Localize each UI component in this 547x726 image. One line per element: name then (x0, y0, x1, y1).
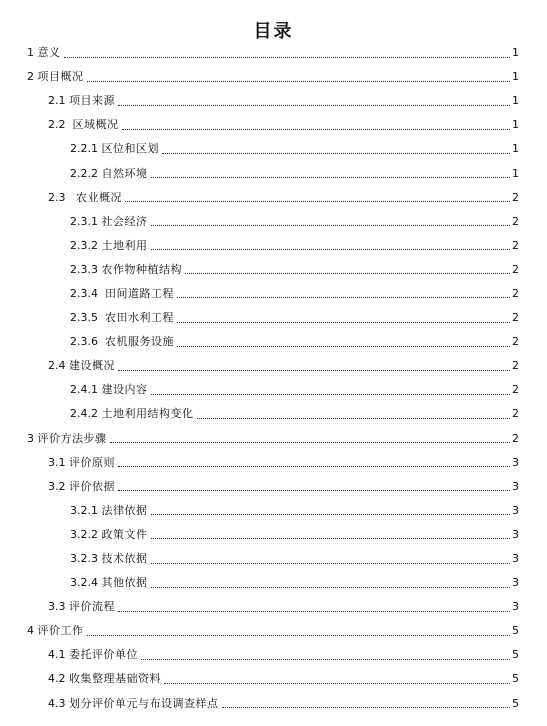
toc-entry[interactable] (0, 258, 547, 282)
toc-entry[interactable] (0, 667, 547, 691)
toc-entry-number: 2.3.5 (70, 311, 98, 325)
toc-dot-leader (177, 297, 510, 298)
toc-entry[interactable] (0, 451, 547, 475)
toc-page-number: 3 (512, 479, 519, 493)
toc-page-number: 2 (512, 383, 519, 397)
toc-dot-leader (110, 442, 511, 443)
toc-page-number: 2 (512, 190, 519, 204)
toc-page-number: 3 (512, 455, 519, 469)
toc-entry[interactable] (0, 137, 547, 161)
toc-entry-label: 划分评价单元与布设调查样点 (69, 696, 219, 710)
toc-page-number: 3 (512, 600, 519, 614)
toc-dot-leader (222, 707, 511, 708)
toc-dot-leader (197, 418, 511, 419)
toc-entry[interactable] (0, 402, 547, 426)
toc-page-number: 5 (512, 672, 519, 686)
toc-entry-label: 社会经济 (101, 214, 148, 228)
toc-entry[interactable] (0, 354, 547, 378)
toc-entry[interactable] (0, 89, 547, 113)
toc-entry[interactable] (0, 378, 547, 402)
toc-entry[interactable] (0, 186, 547, 210)
toc-entry[interactable] (0, 306, 547, 330)
toc-entry-number: 2.3.2 (70, 238, 98, 252)
toc-entry[interactable] (0, 427, 547, 451)
toc-page-number: 2 (512, 286, 519, 300)
toc-entry-number: 4.1 (48, 648, 66, 662)
table-of-contents (0, 41, 547, 716)
toc-page-number: 3 (512, 503, 519, 517)
toc-entry-number: 2.2.2 (70, 166, 98, 180)
toc-page-number: 2 (512, 214, 519, 228)
toc-entry[interactable] (0, 595, 547, 619)
toc-entry-label: 建设内容 (101, 383, 148, 397)
toc-page-number: 2 (512, 359, 519, 373)
toc-entry[interactable] (0, 499, 547, 523)
toc-entry-number: 2.3.4 (70, 286, 98, 300)
toc-entry-number: 4.3 (48, 696, 66, 710)
toc-entry[interactable] (0, 643, 547, 667)
toc-entry-separator (98, 311, 105, 325)
toc-entry-label: 评价依据 (69, 479, 115, 493)
toc-entry-number: 3.2.4 (70, 576, 98, 590)
toc-entry-number: 4.2 (48, 672, 66, 686)
toc-entry-label: 区域概况 (72, 118, 119, 132)
toc-entry[interactable] (0, 523, 547, 547)
toc-dot-leader (87, 635, 511, 636)
toc-entry-number: 2.4.2 (70, 407, 98, 421)
toc-entry[interactable] (0, 161, 547, 185)
toc-entry-number: 2.1 (48, 94, 66, 108)
toc-page-number: 1 (512, 70, 519, 84)
toc-page-number: 5 (512, 696, 519, 710)
toc-dot-leader (151, 394, 511, 395)
toc-entry-number: 3.2.1 (70, 503, 98, 517)
toc-dot-leader (122, 129, 511, 130)
toc-entry[interactable] (0, 282, 547, 306)
toc-entry-separator (66, 118, 73, 132)
toc-entry-number: 2.3.3 (70, 262, 98, 276)
toc-entry-label: 其他依据 (101, 576, 148, 590)
toc-dot-leader (118, 466, 510, 467)
toc-entry-label: 项目来源 (69, 94, 115, 108)
toc-dot-leader (118, 490, 510, 491)
toc-dot-leader (151, 514, 511, 515)
toc-entry-label: 委托评价单位 (69, 648, 138, 662)
toc-entry[interactable] (0, 692, 547, 716)
toc-entry-label: 法律依据 (101, 503, 148, 517)
toc-entry-number: 2.4.1 (70, 383, 98, 397)
toc-entry[interactable] (0, 330, 547, 354)
toc-entry-number: 1 (27, 46, 34, 60)
toc-entry[interactable] (0, 41, 547, 65)
toc-entry-label: 农作物种植结构 (101, 262, 182, 276)
toc-entry-label: 技术依据 (101, 552, 148, 566)
toc-page-number: 2 (512, 335, 519, 349)
toc-entry[interactable] (0, 113, 547, 137)
toc-page-number: 1 (512, 166, 519, 180)
toc-entry[interactable] (0, 65, 547, 89)
toc-dot-leader (118, 611, 510, 612)
toc-entry[interactable] (0, 475, 547, 499)
toc-entry-number: 2.3.6 (70, 335, 98, 349)
toc-entry-number: 2.2.1 (70, 142, 98, 156)
toc-dot-leader (164, 683, 510, 684)
toc-entry[interactable] (0, 619, 547, 643)
toc-dot-leader (162, 153, 510, 154)
toc-entry-number: 3.1 (48, 455, 66, 469)
toc-entry[interactable] (0, 547, 547, 571)
toc-page-number: 2 (512, 407, 519, 421)
toc-entry-separator (66, 191, 77, 205)
toc-entry-number: 2.2 (48, 118, 66, 132)
toc-entry-label: 评价原则 (69, 455, 115, 469)
toc-entry[interactable] (0, 210, 547, 234)
toc-dot-leader (177, 346, 510, 347)
toc-entry-label: 建设概况 (69, 359, 115, 373)
toc-dot-leader (64, 57, 511, 58)
toc-page-number: 1 (512, 142, 519, 156)
toc-page-number: 3 (512, 552, 519, 566)
toc-entry-label: 政策文件 (101, 527, 148, 541)
toc-page-number: 1 (512, 118, 519, 132)
toc-dot-leader (151, 538, 511, 539)
toc-entry-number: 3.3 (48, 600, 66, 614)
toc-dot-leader (87, 81, 511, 82)
toc-entry-label: 田间道路工程 (105, 286, 174, 300)
toc-page-number: 3 (512, 527, 519, 541)
toc-page-number: 2 (512, 262, 519, 276)
toc-entry-number: 2.3.1 (70, 214, 98, 228)
toc-dot-leader (151, 587, 511, 588)
toc-entry[interactable] (0, 571, 547, 595)
toc-entry-label: 评价工作 (37, 624, 84, 638)
toc-entry-number: 3.2.3 (70, 552, 98, 566)
toc-title: 目录 (253, 21, 294, 42)
toc-entry-label: 收集整理基础资料 (69, 672, 161, 686)
toc-entry[interactable] (0, 234, 547, 258)
toc-page-number: 2 (512, 311, 519, 325)
toc-entry-label: 区位和区划 (101, 142, 159, 156)
toc-dot-leader (118, 105, 510, 106)
toc-dot-leader (151, 249, 511, 250)
toc-dot-leader (151, 177, 511, 178)
toc-entry-label: 土地利用结构变化 (101, 407, 194, 421)
toc-entry-number: 3.2.2 (70, 527, 98, 541)
toc-entry-number: 4 (27, 624, 34, 638)
toc-dot-leader (141, 659, 510, 660)
toc-entry-label: 自然环境 (101, 166, 148, 180)
toc-entry-label: 项目概况 (37, 70, 84, 84)
toc-dot-leader (185, 273, 510, 274)
toc-entry-label: 农机服务设施 (105, 335, 174, 349)
toc-dot-leader (125, 201, 510, 202)
toc-dot-leader (177, 322, 510, 323)
toc-page-number: 1 (512, 46, 519, 60)
toc-entry-separator (98, 287, 105, 301)
toc-entry-number: 3 (27, 431, 34, 445)
toc-dot-leader (118, 370, 510, 371)
toc-entry-number: 2.3 (48, 190, 66, 204)
toc-page-number: 2 (512, 431, 519, 445)
toc-dot-leader (151, 225, 511, 226)
toc-entry-label: 意义 (37, 46, 61, 60)
toc-entry-number: 2 (27, 70, 34, 84)
toc-page-number: 2 (512, 238, 519, 252)
toc-entry-number: 3.2 (48, 479, 66, 493)
toc-dot-leader (151, 563, 511, 564)
toc-page-number: 5 (512, 648, 519, 662)
toc-entry-label: 农业概况 (76, 190, 122, 204)
toc-entry-label: 土地利用 (101, 238, 148, 252)
toc-page-number: 1 (512, 94, 519, 108)
toc-page-number: 5 (512, 624, 519, 638)
toc-entry-separator (98, 335, 105, 349)
toc-page-number: 3 (512, 576, 519, 590)
toc-entry-label: 农田水利工程 (105, 311, 174, 325)
toc-entry-number: 2.4 (48, 359, 66, 373)
toc-entry-label: 评价流程 (69, 600, 115, 614)
toc-entry-label: 评价方法步骤 (37, 431, 107, 445)
